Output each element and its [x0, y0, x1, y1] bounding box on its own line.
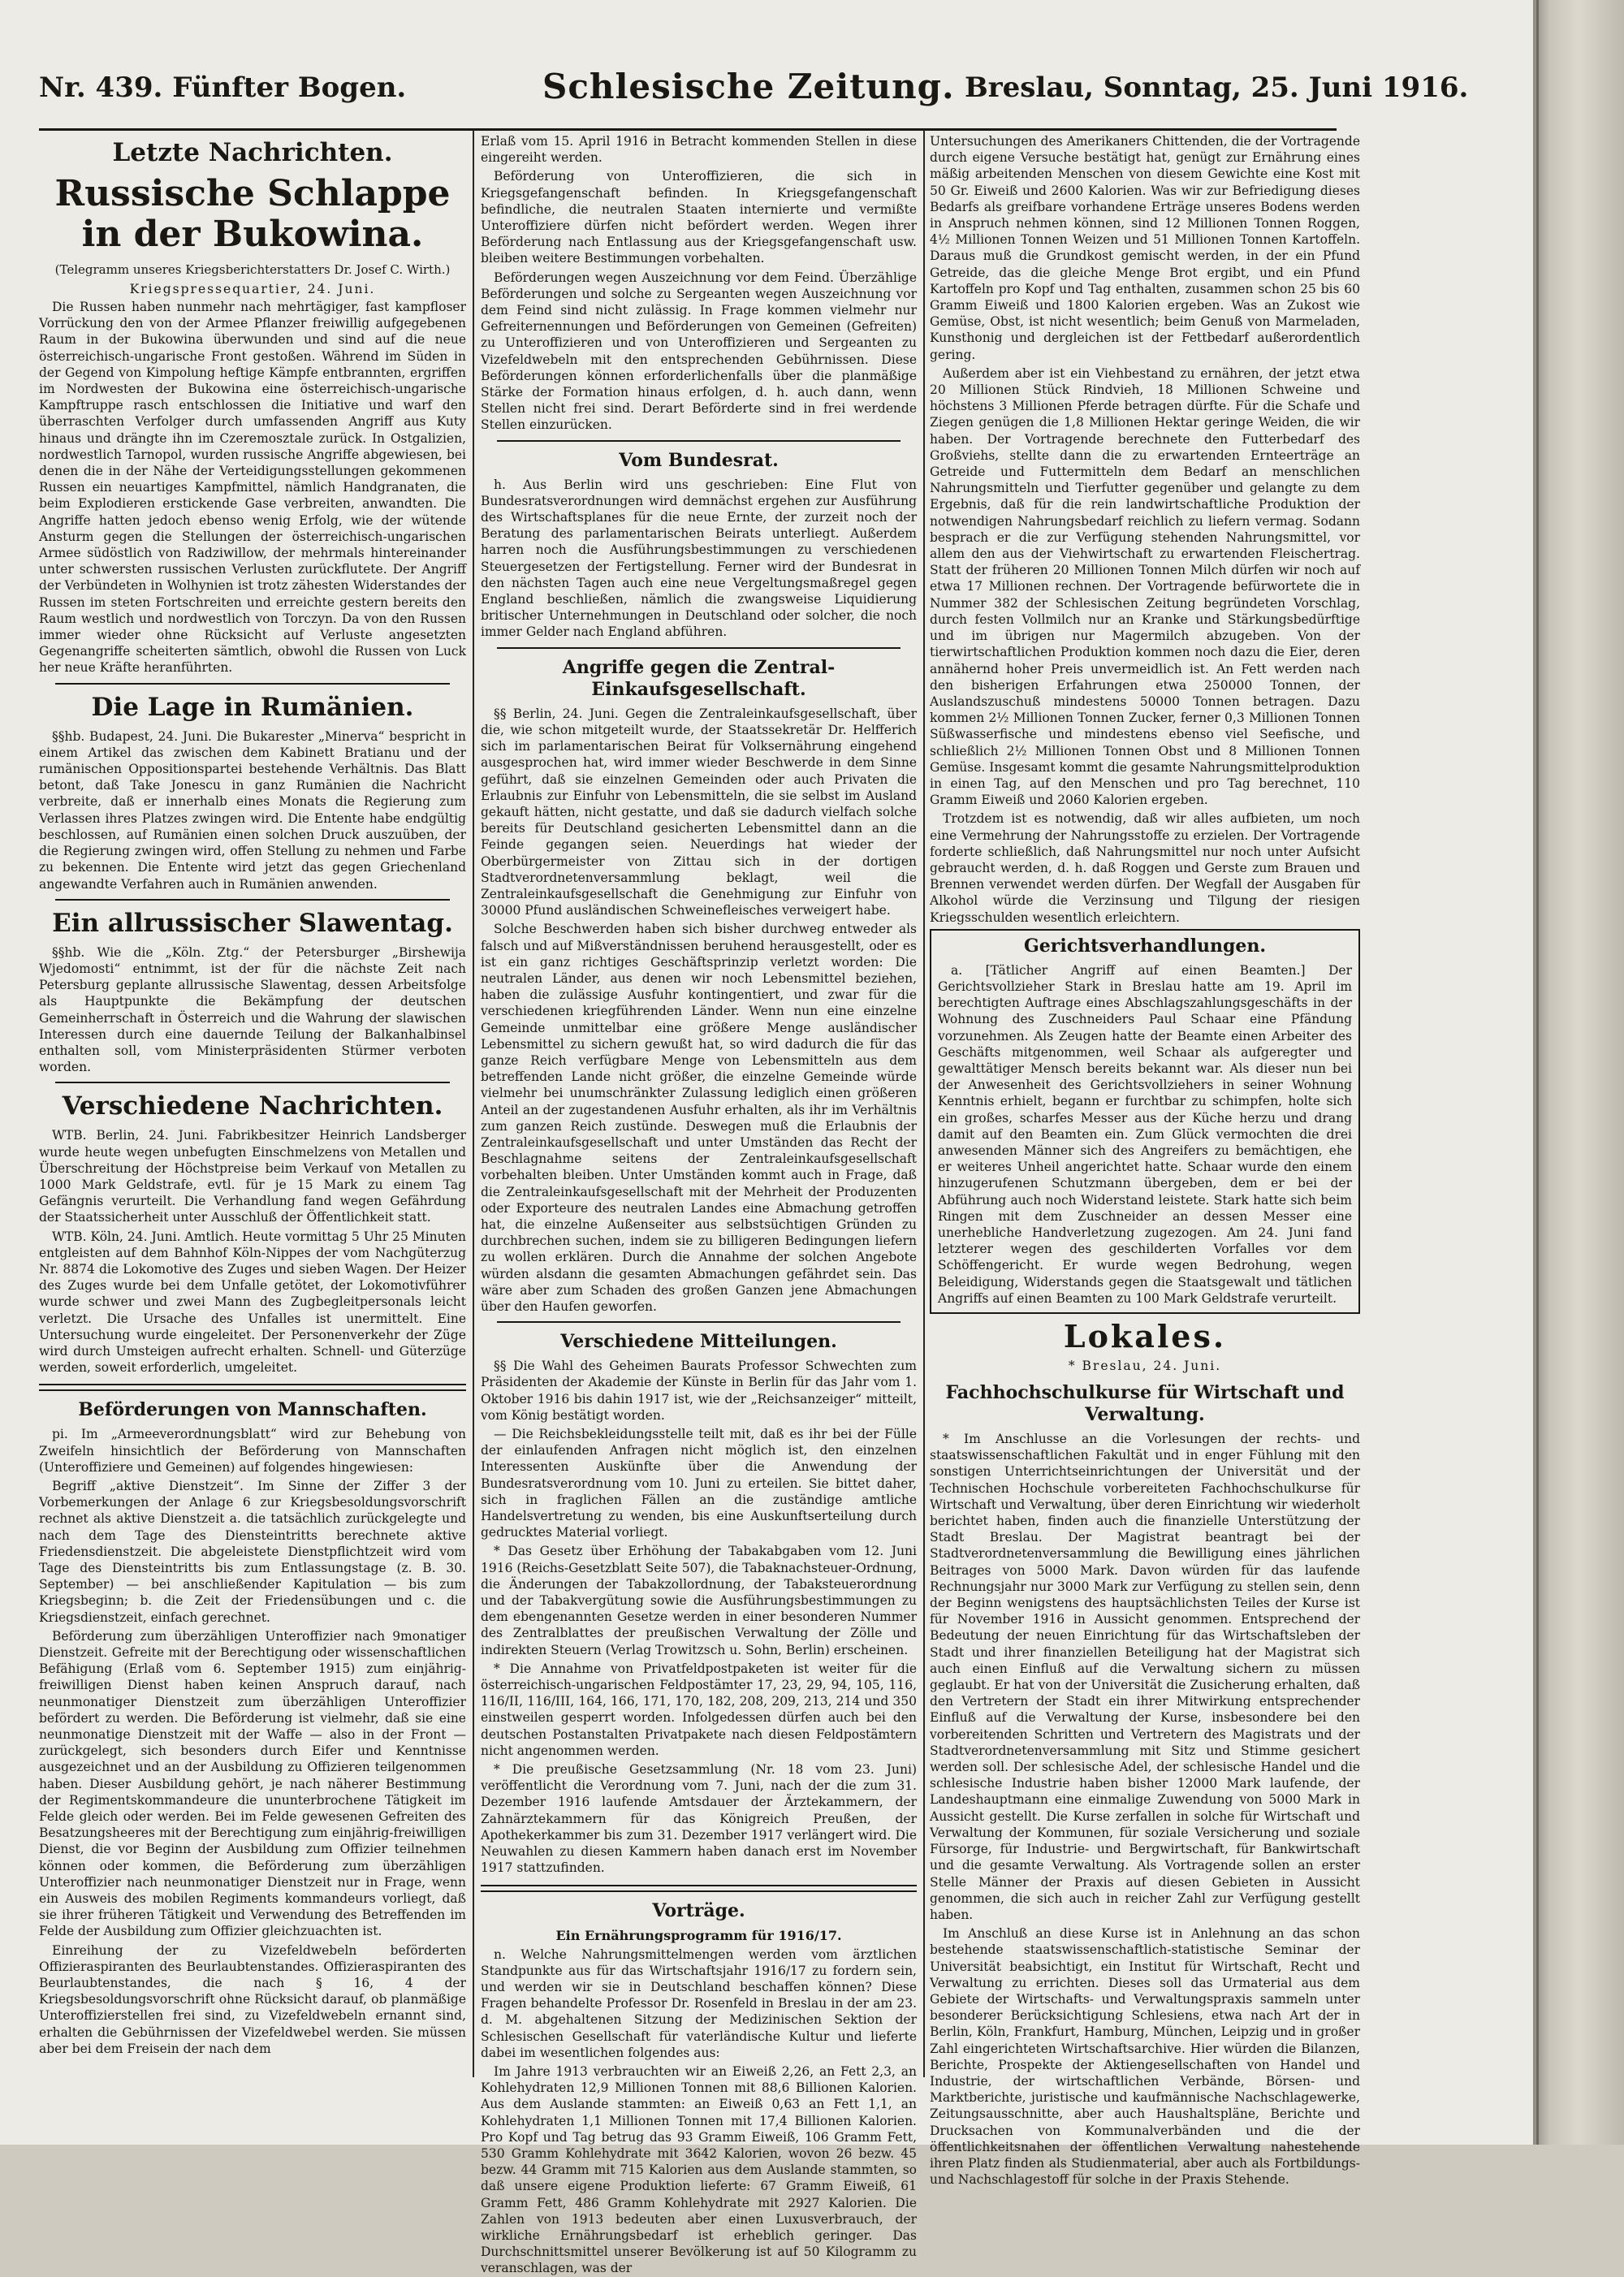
- paragraph: WTB. Köln, 24. Juni. Amtlich. Heute vormittag 5 Uhr 25 Minuten entgleisten auf dem Bahnhof Köln-Nippes der vom Nachgüterzug Nr. 8874 die Lokomotive des Zuges und sieben Wagen. Der Heizer des Zuges wurde bei dem Unfalle getötet, der Lokomotivführer wurde schwer und zwei Mann des Zugbegleitpersonals leicht verletzt. Die Ursache des Unfalles ist unermittelt. Eine Untersuchung wurde eingeleitet. Der Personenverkehr der Züge wird durch Umsteigen aufrecht erhalten. Schnell- und Güterzüge werden, soweit erforderlich, umgeleitet.: [39, 1229, 466, 1376]
- double-separator: [39, 1384, 466, 1391]
- paragraph: Trotzdem ist es notwendig, daß wir alles aufbieten, um noch eine Vermehrung der Nahrungsstoffe zu erzielen. Der Vortragende forderte schließlich, daß Nahrungsmittel nur noch unter Aufsicht gebraucht werden, d. h. daß Roggen und Gerste zum Brauen und Brennen verwendet werden dürfen. Der Wegfall der Ausgaben für Alkohol würde die Verzinsung und Tilgung der riesigen Kriegsschulden wesentlich erleichtern.: [930, 811, 1360, 925]
- headline-verschiedene-nachrichten: Verschiedene Nachrichten.: [62, 1091, 443, 1121]
- headline-bundesrat: Vom Bundesrat.: [619, 449, 779, 471]
- paragraph: Beförderung zum überzähligen Unteroffizier nach 9monatiger Dienstzeit. Gefreite mit der Berechtigung oder wissenschaftlichen Befähigung (Erlaß vom 6. September 1915) zum einjährig-freiwilligen Dienst haben keinen Anspruch darauf, nach neunmonatiger Dienstzeit zum überzähligen Unteroffizier befördert zu werden. Die Beförderung ist vielmehr, daß sie eine neunmonatige Dienstzeit mit der Waffe — also in der Front — zurückgelegt, sich besonders durch Eifer und Kenntnisse ausgezeichnet und an der Ausbildung zu Offizieren teilgenommen haben. Dieser Ausbildung gehört, je nach näherer Bestimmung der Regimentskommandeure die ununterbrochene Tätigkeit im Felde gleich oder werden. Bei im Felde gewesenen Gefreiten des Besatzungsheeres mit der Berechtigung zum einjährig-freiwilligen Dienst, die vor Beginn der Ausbildung zum Offizier teilnehmen können oder kommen, die Beförderung zum überzähligen Unteroffizier nach neunmonatiger Dienstzeit nur in Frage, wenn ein Ausweis des mobilen Regiments kommandeurs vorliegt, daß sie ihrer früheren Tätigkeit und Verwendung des Betreffenden im Felde der Ausbildung zum Offizier gleichzuachten ist.: [39, 1628, 466, 1939]
- court-report-box: [930, 929, 1360, 1314]
- paragraph: Erlaß vom 15. April 1916 in Betracht kommenden Stellen in diese eingereiht werden.: [481, 134, 917, 166]
- paragraph: pi. Im „Armeeverordnungsblatt“ wird zur Behebung von Zweifeln hinsichtlich der Beförderung von Mannschaften (Unteroffiziere und Gemeinen) auf folgendes hingewiesen:: [39, 1427, 466, 1475]
- headline-lokales: Lokales.: [1063, 1318, 1227, 1355]
- headline-verschiedene-mitteilungen: Verschiedene Mitteilungen.: [560, 1331, 837, 1353]
- paragraph: — Die Reichsbekleidungsstelle teilt mit, daß es ihr bei der Fülle der einlaufenden Anfragen nicht möglich ist, den einzelnen Interessenten Auskünfte über die Anwendung der Bundesratsverordnung vom 10. Juni zu erteilen. Sie bittet daher, sich in fraglichen Fällen an die zuständige amtliche Handelsvertretung zu wenden, bis eine Auskunftserteilung durch gedrucktes Material vorliegt.: [481, 1427, 917, 1540]
- paragraph: n. Welche Nahrungsmittelmengen werden vom ärztlichen Standpunkte aus für das Wirtschaftsjahr 1916/17 zu fordern sein, und werden wir sie in Deutschland beschaffen können? Diese Fragen behandelte Professor Dr. Rosenfeld in Breslau in der am 23. d. M. abgehaltenen Sitzung der Medizinischen Sektion der Schlesischen Gesellschaft für vaterländische Kultur und lieferte dabei im wesentlichen folgendes aus:: [481, 1946, 917, 2060]
- paragraph: §§ Berlin, 24. Juni. Gegen die Zentraleinkaufsgesellschaft, über die, wie schon mitgeteilt wurde, der Staatssekretär Dr. Helfferich sich im parlamentarischen Beirat für Volksernährung eingehend ausgesprochen hat, wird immer wieder Beschwerde in dem Sinne geführt, daß sie einzelnen Gemeinden oder auch Privaten die Erlaubnis zur Einfuhr von Lebensmitteln, die sie selbst im Ausland gekauft hätten, nicht gestatte, und daß sie dadurch vielfach solche bereits für Deutschland gesicherten Lebensmittel dann an die Feinde gegangen seien. Neuerdings hat wieder der Oberbürgermeister von Zittau sich in der dortigen Stadtverordnetenversammlung beklagt, weil die Zentraleinkaufsgesellschaft die Genehmigung zur Einfuhr von 30000 Pfund ausländischen Schweinefleisches verweigert habe.: [481, 706, 917, 918]
- column-1: [39, 130, 466, 2079]
- column-rule-2: [923, 130, 925, 2077]
- paragraph: Im Jahre 1913 verbrauchten wir an Eiweiß 2,26, an Fett 2,3, an Kohlehydraten 12,9 Millionen Tonnen mit 88,6 Billionen Kalorien. Aus dem Auslande stammten: an Eiweiß 0,63 an Fett 1,1, an Kohlehydraten 1,1 Millionen Tonnen mit 17,4 Billionen Kalorien. Pro Kopf und Tag betrug das 93 Gramm Eiweiß, 106 Gramm Fett, 530 Gramm Kohlehydrate mit 3642 Kalorien, wovon 26 bezw. 45 bezw. 44 Gramm mit 715 Kalorien aus dem Auslande stammten, so daß unsere eigene Produktion lieferte: 67 Gramm Eiweiß, 61 Gramm Fett, 486 Gramm Kohlehydrate mit 2927 Kalorien. Die Zahlen von 1913 bedeuten aber einen Luxusverbrauch, der wirkliche Ernährungsbedarf ist erheblich geringer. Das Durchschnittsmittel unserer Bevölkerung ist auf 50 Kilogramm zu veranschlagen, was der: [481, 2063, 917, 2276]
- paragraph: Im Anschluß an diese Kurse ist in Anlehnung an das schon bestehende staatswissenschaftlich-statistische Seminar der Universität beabsichtigt, ein Institut für Wirtschaft, Recht und Verwaltung zu errichten. Dieses soll das Urmaterial aus dem Gebiete der Wirtschafts- und Verwaltungspraxis sammeln unter besonderer Berücksichtigung Schlesiens, etwa nach Art der in Berlin, Köln, Frankfurt, Hamburg, München, Leipzig und in großer Zahl eingerichteten Wirtschaftsarchive. Hier würden die Bilanzen, Berichte, Prospekte der Aktiengesellschaften von Handel und Industrie, der wirtschaftlichen Verbände, Börsen- und Marktberichte, juristische und kaufmännische Nachschlagewerke, Zeitungsausschnitte, aber auch Haushaltspläne, Berichte und Drucksachen von Kommunalverbänden und die der öffentlichkeitsnahen der öffentlichen Verwaltung nahestehende ihren Platz finden als Studienmaterial, aber auch als Fortbildungs- und Nachschlagestoff für solche in der Praxis Stehende.: [930, 1926, 1360, 2188]
- paragraph: * Die Annahme von Privatfeldpostpaketen ist weiter für die österreichisch-ungarischen Feldpostämter 17, 23, 29, 94, 105, 116, 116/II, 116/III, 164, 166, 171, 170, 182, 208, 209, 213, 214 und 350 einstweilen gesperrt worden. Infolgedessen dürfen auch bei den deutschen Postanstalten Privatpakete nach diesen Feldpostämtern nicht angenommen werden.: [481, 1661, 917, 1758]
- paragraph: * Das Gesetz über Erhöhung der Tabakabgaben vom 12. Juni 1916 (Reichs-Gesetzblatt Seite 507), die Tabaknachsteuer-Ordnung, die Änderungen der Tabakzollordnung, der Tabaksteuerordnung und der Tabakvergütung sowie die Ausführungsbestimmungen zu dem ebengenannten Gesetze werden in einer besonderen Nummer des Zentralblattes der preußischen Verwaltung der Zölle und indirekten Steuern (Verlag Trowitzsch u. Sohn, Berlin) erscheinen.: [481, 1544, 918, 1657]
- paragraph: §§ Die Wahl des Geheimen Baurats Professor Schwechten zum Präsidenten der Akademie der Künste in Berlin für das Jahr vom 1. Oktober 1916 bis dahin 1917 ist, wie der „Reichsanzeiger“ mitteilt, vom König bestätigt worden.: [481, 1359, 917, 1423]
- paragraph: Untersuchungen des Amerikaners Chittenden, die der Vortragende durch eigene Versuche bestätigt hat, genügt zur Ernährung eines mäßig arbeitenden Menschen von diesem Gewichte eine Kost mit 50 Gr. Eiweiß und 2600 Kalorien. Was wir zur Befriedigung dieses Bedarfs als greifbare vorhandene Erträge unseres Bodens werden in Anspruch nehmen können, sind 12 Millionen Tonnen Roggen, 4½ Millionen Tonnen Weizen und 51 Millionen Tonnen Kartoffeln. Daraus muß die Grundkost gemischt werden, in der ein Pfund Getreide, das die gleiche Menge Brot ergibt, und ein Pfund Kartoffeln pro Kopf und Tag enthalten, zusammen schon 25 bis 60 Gramm Eiweiß und 1800 Kalorien ergeben. Was an Zukost wie Gemüse, Obst, ist nicht wesentlich; beim Genuß von Marmeladen, Kunsthonig und dergleichen ist der Fettbedarf außerordentlich gering.: [930, 134, 1360, 362]
- headline-russische-schlappe: Russische Schlappe in der Bukowina.: [54, 173, 451, 255]
- issue-number: Nr. 439. Fünfter Bogen.: [39, 71, 407, 104]
- paragraph: WTB. Berlin, 24. Juni. Fabrikbesitzer Heinrich Landsberger wurde heute wegen unbefugten Einschmelzens von Metallen und Überschreitung der Höchstpreise beim Verkauf von Metallen zu 1000 Mark Geldstrafe, evtl. für je 15 Mark zu einem Tag Gefängnis verurteilt. Die Verhandlung fand wegen Gefährdung der Staatssicherheit unter Ausschluß der Öffentlichkeit statt.: [39, 1128, 466, 1225]
- paragraph: h. Aus Berlin wird uns geschrieben: Eine Flut von Bundesratsverordnungen wird demnächst ergehen zur Ausführung des Wirtschaftsplanes für die neue Ernte, der zurzeit noch der Beratung des parlamentarischen Beirats unterliegt. Außerdem harren noch die Ausführungsbestimmungen zu verschiedenen Steuergesetzen der Fertigstellung. Ferner wird der Bundesrat in den nächsten Tagen auch eine neue Vergeltungsmaßregel gegen England beschließen, nämlich die zwangsweise Liquidierung britischer Unternehmungen in Deutschland oder solcher, die noch immer Gelder nach England abführen.: [481, 477, 917, 640]
- paragraph: Einreihung der zu Vizefeldwebeln beförderten Offizieraspiranten des Beurlaubtenstandes. Offizieraspiranten des Beurlaubtenstandes, die nach § 16, 4 der Kriegsbesoldungsvorschrift ohne Rücksicht darauf, ob planmäßige Unteroffizierstellen frei sind, zu Vizefeldwebeln ernannt sind, erhalten die Gebührnissen der Vizefeldwebel werden. Sie müssen aber bei dem Freisein der nach dem: [39, 1942, 466, 2056]
- separator: [55, 683, 450, 685]
- newspaper-title: Schlesische Zeitung.: [542, 67, 955, 106]
- column-2: [481, 130, 918, 2276]
- book-binding: [1533, 0, 1624, 2145]
- headline-rumaenien: Die Lage in Rumänien.: [91, 692, 414, 722]
- dateline: Kriegspressequartier, 24. Juni.: [129, 282, 376, 296]
- byline: (Telegramm unseres Kriegsberichterstatters Dr. Josef C. Wirth.): [54, 262, 451, 277]
- paragraph: * Im Anschlusse an die Vorlesungen der rechts- und staatswissenschaftlichen Fakultät und in enger Fühlung mit den sonstigen Unterrichtseinrichtungen der Universität und der Technischen Hochschule vorbereiteten Fachhochschulkurse für Wirtschaft und Verwaltung, über deren Einrichtung wir wiederholt berichtet haben, finden auch die finanzielle Unterstützung der Stadt Breslau. Der Magistrat beantragt bei der Stadtverordnetenversammlung die Bewilligung eines jährlichen Beitrages von 5000 Mark. Davon würden für das laufende Rechnungsjahr nur 3000 Mark zur Verfügung zu stellen sein, denn der Beginn wenigstens des hauptsächlichsten Teiles der Kurse ist für November 1916 in Aussicht genommen. Entsprechend der Bedeutung der neuen Einrichtung für das Wirtschaftsleben der Stadt und ihrer finanziellen Beteiligung hat der Magistrat sich auch einen Einfluß auf die Verwaltung sichern zu müssen geglaubt. Er hat von der Universität die Zusicherung erhalten, daß den Vertretern der Stadt ein ihrer Mitwirkung entsprechender Einfluß auf die Verwaltung der Kurse, insbesondere bei den vorbereitenden Schritten und Vertretern des Magistrats und der Stadtverordnetenversammlung mit Sitz und Stimme gesichert werden soll. Der schlesische Adel, der schlesische Handel und die schlesische Industrie haben bisher 12000 Mark laufende, der Landeshauptmann eine einmalige Zuwendung von 5000 Mark in Aussicht gestellt. Die Kurse zerfallen in solche für Wirtschaft und Verwaltung der Kommunen, für soziale Versicherung und soziale Fürsorge, für Industrie- und Bergwirtschaft, für Bankwirtschaft und die gesamte Verwaltung. Als Vortragende sollen an erster Stelle Männer der Praxis auf diesen Gebieten in Aussicht genommen, die sich auch in reicher Zahl zur Verfügung gestellt haben.: [930, 1432, 1360, 1922]
- headline-vortraege: Vorträge.: [652, 1899, 745, 1921]
- binding-edge: [1536, 0, 1539, 2145]
- double-separator: [481, 1885, 917, 1892]
- column-3: [930, 130, 1360, 2188]
- paragraph: Solche Beschwerden haben sich bisher durchweg entweder als falsch und auf Mißverständnissen beruhend herausgestellt, oder es ist ein ganz richtiges Geschäftsprinzip verletzt worden: Die neutralen Länder, aus denen wir noch Lebensmittel beziehen, haben die zulässige Ausfuhr kontingentiert, und zwar für die verschiedenen kriegführenden Länder. Wenn nun eine einzelne Gemeinde unmittelbar eine größere Menge ausländischer Lebensmittel zu sichern gewußt hat, so wird dadurch die für das ganze Reich verfügbare Menge von Lebensmitteln aus dem betreffenden Lande nicht größer, die einzelne Gemeinde würde vielmehr bei unumschränkter Zulassung lediglich einen größeren Anteil an der zugestandenen Ausfuhr erhalten, als ihr im Verhältnis zum ganzen Reich zustünde. Deswegen muß die Erlaubnis der Zentraleinkaufsgesellschaft und unter Umständen das Recht der Beschlagnahme seitens der Zentraleinkaufsgesellschaft vorbehalten bleiben. Unter Umständen kommt auch in Frage, daß die Zentraleinkaufsgesellschaft mit der Mehrheit der Produzenten oder Exporteure des neutralen Landes eine Abmachung getroffen hat, die einzelne Außenseiter aus selbstsüchtigen Gründen zu durchbrechen suchen, indem sie zu billigeren Bedingungen liefern zu wollen erklären. Durch die Annahme der solchen Angebote würden alsdann die gesamten Abmachungen gefährdet sein. Das wäre aber zum Schaden des großen Ganzen jene Abmachungen über den Haufen geworfen.: [481, 922, 917, 1314]
- place-date: Breslau, Sonntag, 25. Juni 1916.: [965, 71, 1469, 104]
- headline-letzte-nachrichten: Letzte Nachrichten.: [112, 138, 393, 167]
- paragraph: §§hb. Wie die „Köln. Ztg.“ der Petersburger „Birshewija Wjedomosti“ entnimmt, ist der für die nächste Zeit nach Petersburg geplante allrussische Slawentag, dessen Arbeitsfolge als Hauptpunkte die Bekämpfung der deutschen Gemeinherrschaft in Österreich und die Wahrung der slawischen Interessen durch eine dauernde Teilung der Balkanhalbinsel enthalten soll, vom Ministerpräsidenten Stürmer verboten worden.: [39, 944, 466, 1075]
- paragraph: Beförderung von Unteroffizieren, die sich in Kriegsgefangenschaft befinden. In Kriegsgefangenschaft befindliche, die neutralen Staaten internierte und vermißte Unteroffiziere dürfen nicht befördert werden. Wegen ihrer Beförderung nach Entlassung aus der Kriegsgefangenschaft usw. bleiben weitere Bestimmungen vorbehalten.: [481, 169, 917, 266]
- paragraph: Beförderungen wegen Auszeichnung vor dem Feind. Überzählige Beförderungen und solche zu Sergeanten wegen Auszeichnung vor dem Feind sind nicht zulässig. In Frage kommen vielmehr nur Gefreiternennungen und Beförderungen von Gemeinen (Gefreiten) zu Unteroffizieren und von Unteroffizieren und Sergeanten zu Vizefeldwebeln mit den entsprechenden Gebührnissen. Diese Beförderungen können erforderlichenfalls über die planmäßige Stärke der Formation hinaus erfolgen, d. h. auch dann, wenn Stellen nicht frei sind. Derart Beförderte sind in frei werdende Stellen einzurücken.: [481, 270, 917, 433]
- headline-zentral-einkaufsgesellschaft: Angriffe gegen die Zentral-Einkaufsgesellschaft.: [562, 656, 836, 700]
- headline-slawentag: Ein allrussischer Slawentag.: [52, 908, 453, 938]
- paragraph: §§hb. Budapest, 24. Juni. Die Bukarester „Minerva“ bespricht in einem Artikel das zwischen dem Kabinett Bratianu und der rumänischen Oppositionspartei bestehende Verhältnis. Das Blatt betont, daß Take Jonescu in ganz Rumänien die Nachricht verbreite, daß er innerhalb eines Monats die Regierung zum Verlassen ihres Platzes zwingen wird. Die Entente habe endgültig beschlossen, auf Rumänien einen solchen Druck auszuüben, der die Regierung zwingen wird, offen Stellung zu nehmen und Farbe zu bekennen. Die Entente wird jetzt das gegen Griechenland angewandte Verfahren auch in Rumänien anwenden.: [39, 728, 466, 892]
- paragraph: Die Russen haben nunmehr nach mehrtägiger, fast kampfloser Vorrückung den von der Armee Pflanzer freiwillig aufgegebenen Raum in der Bukowina überwunden und sind auf die neue österreichisch-ungarische Front gestoßen. Während im Süden in der Gegend von Kimpolung heftige Kämpfe entbrannten, ergriffen im Nordwesten der Bukowina eine österreichisch-ungarische Kampftruppe rasch entschlossen die Initiative und warf den überraschten Verfolger durch umfassenden Angriff aus Kuty hinaus und drängte ihn im Czeremosztale zurück. In Ostgalizien, nordwestlich Tarnopol, wurden russische Angriffe abgewiesen, bei denen die in der Nähe der Verteidigungsstellungen gekommenen Russen ein neuartiges Kampfmittel, nämlich Handgranaten, die beim Explodieren erstickende Gase verbreiten, anwandten. Die Angriffe hatten jedoch ebenso wenig Erfolg, wie der wütende Ansturm gegen die Stellungen der österreichisch-ungarischen Armee südöstlich von Radziwillow, der mehrmals hintereinander unter schwersten russischen Verlusten zurückflutete. Der Angriff der Verbündeten in Wolhynien ist trotz zähesten Widerstandes der Russen im steten Fortschreiten und erreichte gestern bereits den Raum westlich und nordwestlich von Torczyn. Da von den Russen immer wieder ohne Rücksicht auf Verluste angesetzten Gegenangriffe scheiterten sämtlich, obwohl die Russen von Luck her neue Kräfte heranführten.: [39, 300, 466, 676]
- headline-befoerderungen: Beförderungen von Mannschaften.: [78, 1399, 427, 1421]
- subheadline-ernaehrungsprogramm: Ein Ernährungsprogramm für 1916/17.: [555, 1927, 842, 1943]
- dateline: * Breslau, 24. Juni.: [1068, 1359, 1222, 1374]
- separator: [55, 899, 450, 901]
- headline-gerichtsverhandlungen: Gerichtsverhandlungen.: [1023, 935, 1267, 957]
- separator: [497, 1321, 901, 1323]
- separator: [497, 647, 901, 649]
- headline-fachhochschulkurse: Fachhochschulkurse für Wirtschaft und Verwaltung.: [945, 1382, 1345, 1426]
- separator: [55, 1082, 450, 1083]
- paragraph: Begriff „aktive Dienstzeit“. Im Sinne der Ziffer 3 der Vorbemerkungen der Anlage 6 zur Kriegsbesoldungsvorschrift rechnet als aktive Dienstzeit a. die tatsächlich zurückgelegte und nach dem Tage des Diensteintritts berechnete aktive Friedensdienstzeit. Die abgeleistete Dienstpflichtzeit wird vom Tage des Diensteintritts bis zum Entlassungstage (z. B. 30. September) — bei anschließender Kapitulation — bis zum Kriegsbeginn; b. die Zeit der Friedensübungen und c. die Kriegsdienstzeit, einfach gerechnet.: [39, 1478, 466, 1625]
- column-rule-1: [473, 130, 474, 2077]
- separator: [497, 440, 901, 442]
- masthead: [39, 65, 1469, 128]
- paragraph: * Die preußische Gesetzsammlung (Nr. 18 vom 23. Juni) veröffentlicht die Verordnung vom 7. Juni, nach der die zum 31. Dezember 1916 laufende Amtsdauer der Ärztekammern, der Zahnärztekammern für das Königreich Preußen, der Apothekerkammer bis zum 31. Dezember 1917 verlängert wird. Die Neuwahlen zu diesen Kammern haben danach erst im November 1917 stattzufinden.: [481, 1762, 917, 1876]
- paragraph: a. [Tätlicher Angriff auf einen Beamten.] Der Gerichtsvollzieher Stark in Breslau hatte am 19. April im berechtigten Auftrage eines Abschlagszahlungsgeschäfts in der Wohnung des Zuschneiders Paul Schaar eine Pfändung vorzunehmen. Als Zeugen hatte der Beamte einen Arbeiter des Geschäfts mitgenommen, weil Schaar als aufgeregter und gewalttätiger Mensch bereits bekannt war. Als dieser nun bei der Anwesenheit des Gerichtsvollziehers in seiner Wohnung Kenntnis erhielt, begann er furchtbar zu schimpfen, holte sich ein großes, scharfes Messer aus der Küche herzu und drang damit auf den Beamten ein. Zum Glück vermochten die drei anwesenden Männer sich des Angreifers zu bemächtigen, ehe er weiteres Unheil angerichtet hatte. Schaar wurde den einem hinzugerufenen Schutzmann übergeben, dem er bei der Abführung auch noch Widerstand leistete. Stark hatte sich beim Ringen mit dem Zuschneider an dessen Messer eine unerhebliche Handverletzung zugezogen. Am 24. Juni fand letzterer wegen des geschilderten Vorfalles vor dem Schöffengericht. Er wurde wegen Bedrohung, wegen Beleidigung, Widerstands gegen die Staatsgewalt und tätlichen Angriffs auf einen Beamten zu 100 Mark Geldstrafe verurteilt.: [938, 962, 1352, 1306]
- paragraph: Außerdem aber ist ein Viehbestand zu ernähren, der jetzt etwa 20 Millionen Stück Rindvieh, 18 Millionen Schweine und höchstens 3 Millionen Pferde betragen dürfte. Für die Schafe und Ziegen genügen die 1,8 Millionen Hektar geringe Weiden, die wir haben. Der Vortragende berechnete den Futterbedarf des Großviehs, stellte dann die zu erwartenden Ernteerträge an Getreide und Futtermitteln dem Bedarf an menschlichen Nahrungsmitteln und Tierfutter gegenüber und gelangte zu dem Ergebnis, daß für die rein landwirtschaftliche Produktion der notwendigen Nahrungsbedarf reichlich zu liefern vermag. Sodann besprach er die zur Verfügung stehenden Nahrungsmittel, vor allem den aus der Viehwirtschaft zu erwartenden Fleischertrag. Statt der früheren 20 Millionen Tonnen Milch dürfen wir noch auf etwa 17 Millionen rechnen. Der Vortragende befürwortete die in Nummer 382 der Schlesischen Zeitung begründeten Vorschlag, durch festen Vollmilch nur an Kranke und Stärkungsbedürftige und im übrigen nur Magermilch abzugeben. Von der tierwirtschaftlichen Produktion kommen noch dazu die Eier, deren annähernd hoher Preis unvermeidlich ist. An Fett werden nach den bisherigen Erfahrungen etwa 250000 Tonnen, der Auslandszuschuß mindestens 50000 Tonnen betragen. Dazu kommen 2½ Millionen Tonnen Zucker, ferner 0,3 Millionen Tonnen Süßwasserfische und mindestens ebenso viel Seefische, und schließlich 2½ Millionen Tonnen Obst und 8 Millionen Tonnen Gemüse. Insgesamt kommt die gesamte Nahrungsmittelproduktion in einen Tag, auf den Menschen und pro Tag berechnet, 110 Gramm Eiweiß und 2060 Kalorien ergeben.: [930, 365, 1360, 808]
